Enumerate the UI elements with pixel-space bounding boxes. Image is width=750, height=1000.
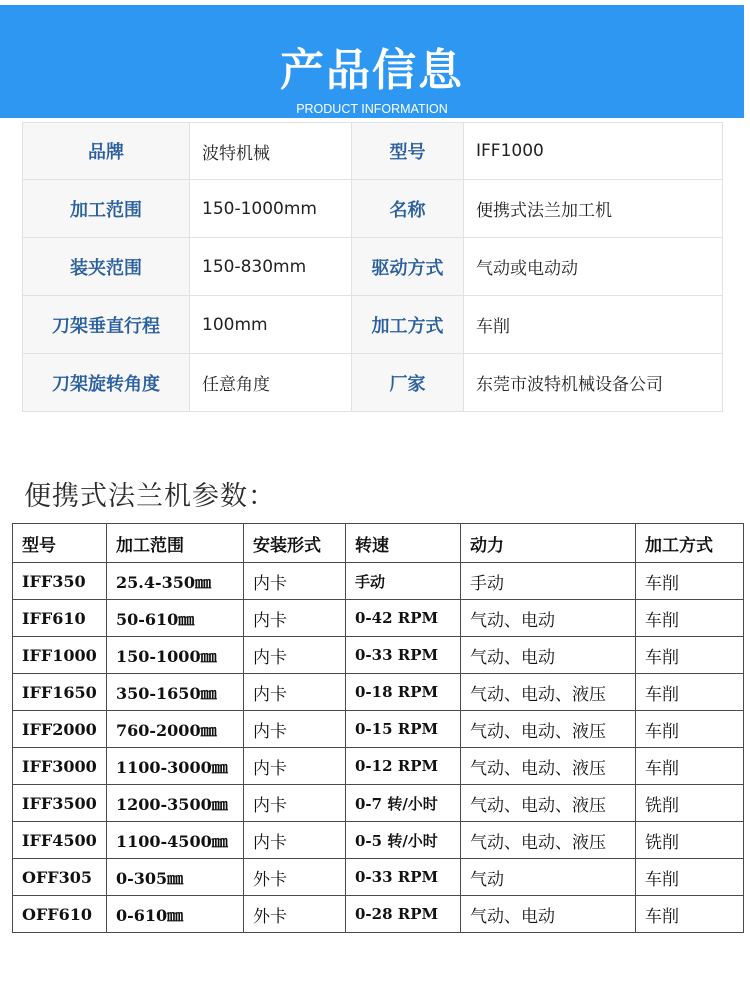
params-cell: IFF610 [13, 600, 107, 637]
info-label: 驱动方式 [352, 238, 464, 296]
info-row [23, 238, 723, 296]
info-value: 任意角度 [190, 354, 352, 412]
params-cell: 铣削 [636, 785, 744, 822]
params-table [12, 523, 744, 933]
info-value: 车削 [464, 296, 723, 354]
params-cell: 气动、电动 [461, 637, 636, 674]
params-cell: 1100-4500㎜ [107, 822, 244, 859]
params-cell: 50-610㎜ [107, 600, 244, 637]
params-header-cell: 安装形式 [244, 524, 346, 563]
params-cell: 25.4-350㎜ [107, 563, 244, 600]
params-header-cell: 加工方式 [636, 524, 744, 563]
params-cell: 0-18 RPM [346, 674, 461, 711]
params-cell: 350-1650㎜ [107, 674, 244, 711]
params-header-cell: 加工范围 [107, 524, 244, 563]
params-cell: 0-610㎜ [107, 896, 244, 933]
params-row [13, 711, 744, 748]
params-cell: 车削 [636, 896, 744, 933]
params-cell: 车削 [636, 674, 744, 711]
page-subtitle: PRODUCT INFORMATION [296, 102, 448, 116]
info-label: 加工方式 [352, 296, 464, 354]
info-label: 名称 [352, 180, 464, 238]
info-label: 厂家 [352, 354, 464, 412]
params-cell: 车削 [636, 859, 744, 896]
params-cell: 气动、电动、液压 [461, 785, 636, 822]
params-cell: 气动、电动 [461, 600, 636, 637]
params-row [13, 748, 744, 785]
params-header-cell: 转速 [346, 524, 461, 563]
info-value: 气动或电动动 [464, 238, 723, 296]
params-cell: IFF3500 [13, 785, 107, 822]
info-row [23, 354, 723, 412]
params-cell: 气动、电动、液压 [461, 748, 636, 785]
params-cell: 内卡 [244, 600, 346, 637]
params-row [13, 600, 744, 637]
params-cell: 气动 [461, 859, 636, 896]
params-cell: 0-28 RPM [346, 896, 461, 933]
params-cell: 车削 [636, 711, 744, 748]
params-row [13, 637, 744, 674]
params-cell: 铣削 [636, 822, 744, 859]
params-cell: 0-12 RPM [346, 748, 461, 785]
params-cell: OFF610 [13, 896, 107, 933]
info-label: 刀架垂直行程 [23, 296, 190, 354]
params-cell: 760-2000㎜ [107, 711, 244, 748]
params-cell: 气动、电动、液压 [461, 822, 636, 859]
params-row [13, 822, 744, 859]
info-row [23, 180, 723, 238]
params-cell: 内卡 [244, 563, 346, 600]
info-label: 型号 [352, 123, 464, 180]
params-cell: 0-5 转/小时 [346, 822, 461, 859]
params-cell: 外卡 [244, 859, 346, 896]
header-banner [0, 5, 744, 118]
params-cell: 0-33 RPM [346, 859, 461, 896]
params-cell: 0-305㎜ [107, 859, 244, 896]
info-label: 刀架旋转角度 [23, 354, 190, 412]
params-cell: 气动、电动 [461, 896, 636, 933]
params-cell: 手动 [461, 563, 636, 600]
info-value: IFF1000 [464, 123, 723, 180]
params-cell: 内卡 [244, 822, 346, 859]
params-cell: 内卡 [244, 711, 346, 748]
params-cell: IFF4500 [13, 822, 107, 859]
info-value: 便携式法兰加工机 [464, 180, 723, 238]
params-cell: 1200-3500㎜ [107, 785, 244, 822]
params-cell: 内卡 [244, 748, 346, 785]
params-cell: 气动、电动、液压 [461, 674, 636, 711]
params-cell: 内卡 [244, 637, 346, 674]
params-cell: IFF350 [13, 563, 107, 600]
params-cell: 内卡 [244, 785, 346, 822]
params-cell: 车削 [636, 637, 744, 674]
params-cell: IFF3000 [13, 748, 107, 785]
params-cell: 0-42 RPM [346, 600, 461, 637]
page-title: 产品信息 [280, 45, 464, 96]
params-cell: 1100-3000㎜ [107, 748, 244, 785]
params-header-cell: 动力 [461, 524, 636, 563]
params-row [13, 674, 744, 711]
params-header-row [13, 524, 744, 563]
params-cell: 车削 [636, 563, 744, 600]
params-cell: 车削 [636, 600, 744, 637]
product-info-table [22, 122, 723, 412]
info-value: 波特机械 [190, 123, 352, 180]
info-label: 品牌 [23, 123, 190, 180]
params-cell: 内卡 [244, 674, 346, 711]
info-label: 加工范围 [23, 180, 190, 238]
params-cell: 气动、电动、液压 [461, 711, 636, 748]
info-row [23, 123, 723, 180]
params-cell: 0-15 RPM [346, 711, 461, 748]
params-cell: OFF305 [13, 859, 107, 896]
params-cell: 外卡 [244, 896, 346, 933]
params-row [13, 896, 744, 933]
params-cell: 0-7 转/小时 [346, 785, 461, 822]
info-value: 150-1000mm [190, 180, 352, 238]
params-cell: IFF1000 [13, 637, 107, 674]
params-cell: 手动 [346, 563, 461, 600]
params-cell: 150-1000㎜ [107, 637, 244, 674]
params-row [13, 563, 744, 600]
info-value: 100mm [190, 296, 352, 354]
info-value: 150-830mm [190, 238, 352, 296]
params-section-title: 便携式法兰机参数： [24, 481, 276, 512]
params-row [13, 859, 744, 896]
params-cell: 车削 [636, 748, 744, 785]
params-header-cell: 型号 [13, 524, 107, 563]
params-row [13, 785, 744, 822]
params-cell: 0-33 RPM [346, 637, 461, 674]
params-cell: IFF1650 [13, 674, 107, 711]
info-value: 东莞市波特机械设备公司 [464, 354, 723, 412]
info-label: 装夹范围 [23, 238, 190, 296]
info-row [23, 296, 723, 354]
params-cell: IFF2000 [13, 711, 107, 748]
